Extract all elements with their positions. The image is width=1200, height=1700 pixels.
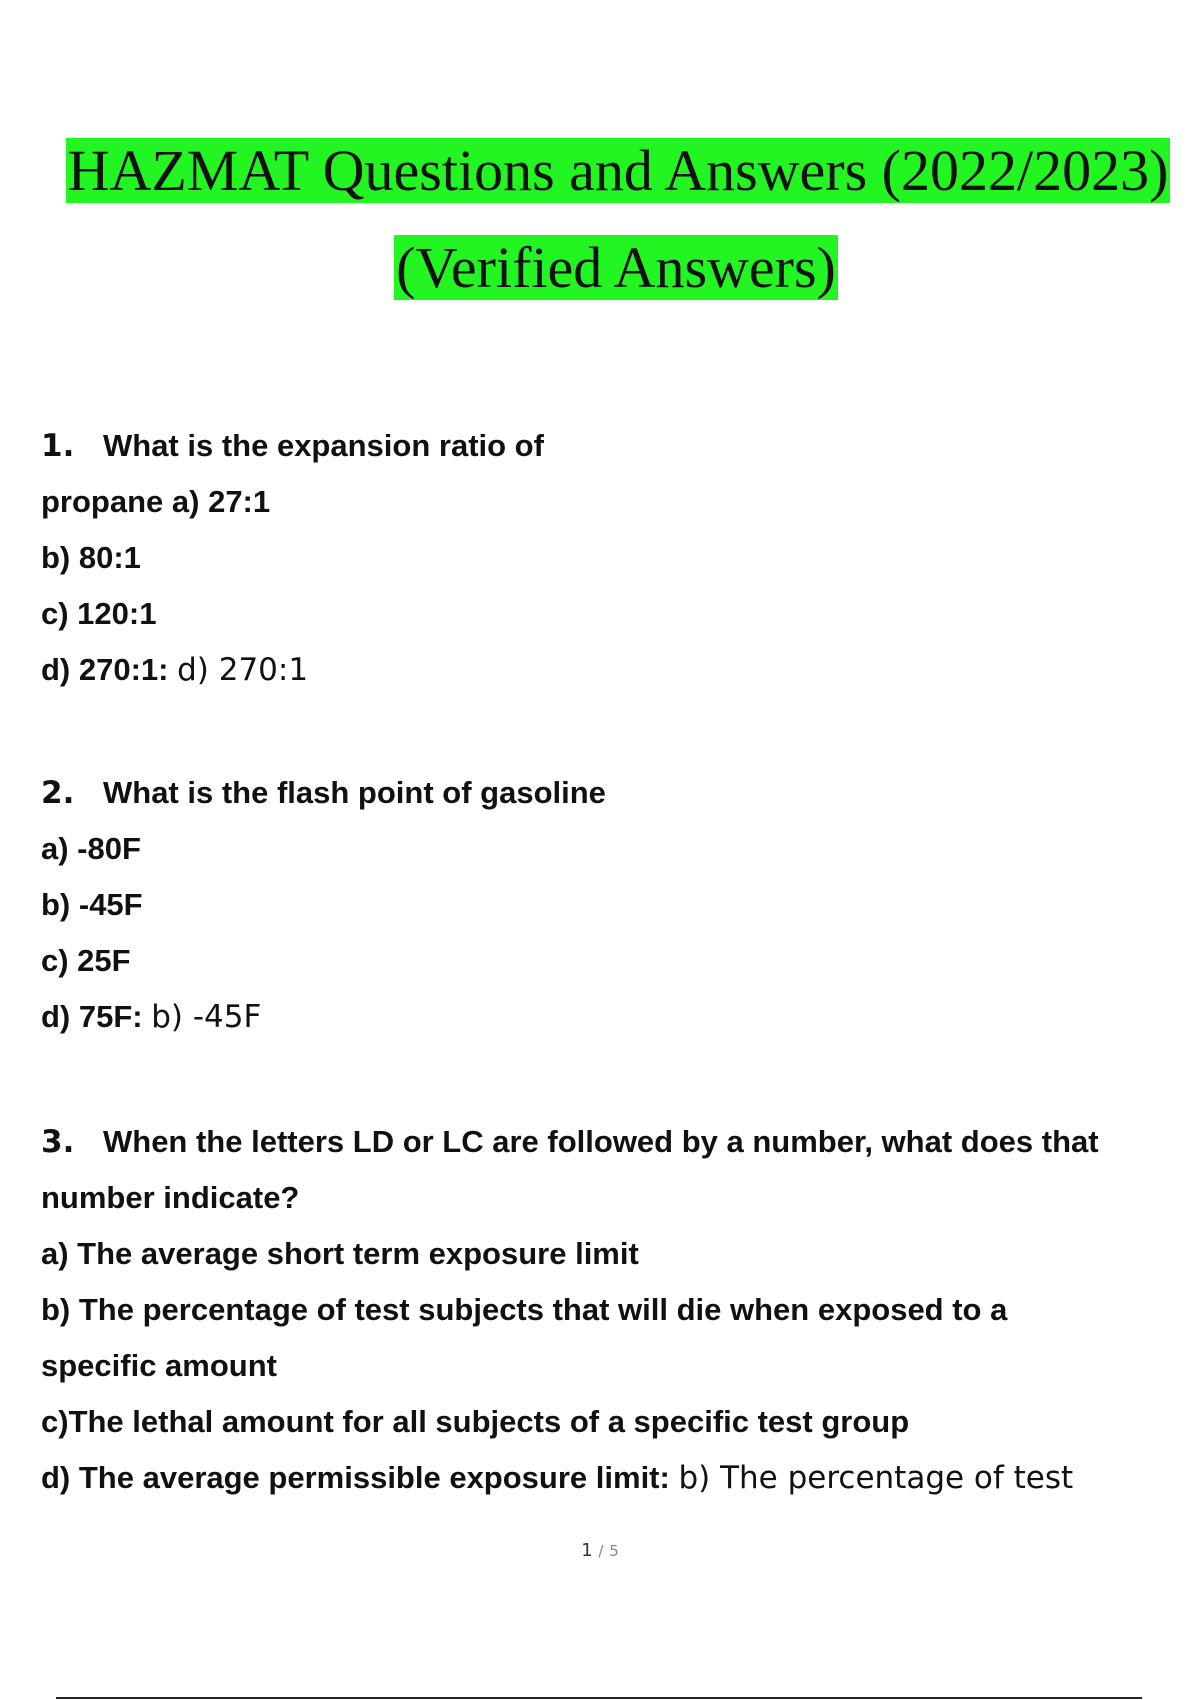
page-separator: /	[598, 1542, 604, 1560]
question-3-option-b: b) The percentage of test subjects that will die when exposed to a	[41, 1292, 1008, 1327]
question-3-line-1	[41, 1122, 1099, 1162]
question-1-option-d-text: d) 270:1:	[41, 652, 169, 687]
question-2-option-d-text: d) 75F:	[41, 999, 143, 1034]
document-title-line-2	[16, 235, 1200, 301]
question-3-line-2: number indicate?	[41, 1180, 300, 1215]
question-2-option-c: c) 25F	[41, 943, 131, 978]
question-2-option-b: b) -45F	[41, 887, 143, 922]
question-3-text: When the letters LD or LC are followed by a number, what does that	[103, 1124, 1099, 1159]
question-1-line-2: propane a) 27:1	[41, 484, 271, 519]
subtitle-highlight: (Verified Answers)	[396, 235, 836, 300]
question-1-option-c: c) 120:1	[41, 596, 157, 631]
page-total: 5	[609, 1542, 619, 1560]
question-1-option-d	[41, 650, 308, 690]
question-2-answer: b) -45F	[151, 999, 262, 1035]
question-2-number: 2.	[41, 775, 75, 811]
question-1-number: 1.	[41, 428, 75, 464]
question-3-option-b-cont: specific amount	[41, 1348, 277, 1383]
question-1-text: What is the expansion ratio of	[103, 428, 544, 463]
question-3-option-d-text: d) The average permissible exposure limit:	[41, 1460, 670, 1495]
question-2-option-a: a) -80F	[41, 831, 141, 866]
question-3-number: 3.	[41, 1124, 75, 1160]
question-2-line-1	[41, 773, 606, 813]
question-3-option-a: a) The average short term exposure limit	[41, 1236, 639, 1271]
question-1-option-b: b) 80:1	[41, 540, 141, 575]
question-3-answer: b) The percentage of test	[678, 1460, 1074, 1496]
question-2-text: What is the flash point of gasoline	[103, 775, 606, 810]
question-3-option-d	[41, 1458, 1073, 1498]
question-3-option-c: c)The lethal amount for all subjects of a specific test group	[41, 1404, 910, 1439]
page-current: 1	[581, 1540, 593, 1561]
question-1-answer: d) 270:1	[177, 652, 309, 688]
title-highlight: HAZMAT Questions and Answers (2022/2023)	[67, 138, 1169, 203]
page-number	[0, 1540, 1200, 1561]
question-1-line-1	[41, 426, 544, 466]
document-title-line-1	[18, 138, 1200, 204]
bottom-divider	[56, 1697, 1142, 1699]
question-2-option-d	[41, 997, 261, 1037]
